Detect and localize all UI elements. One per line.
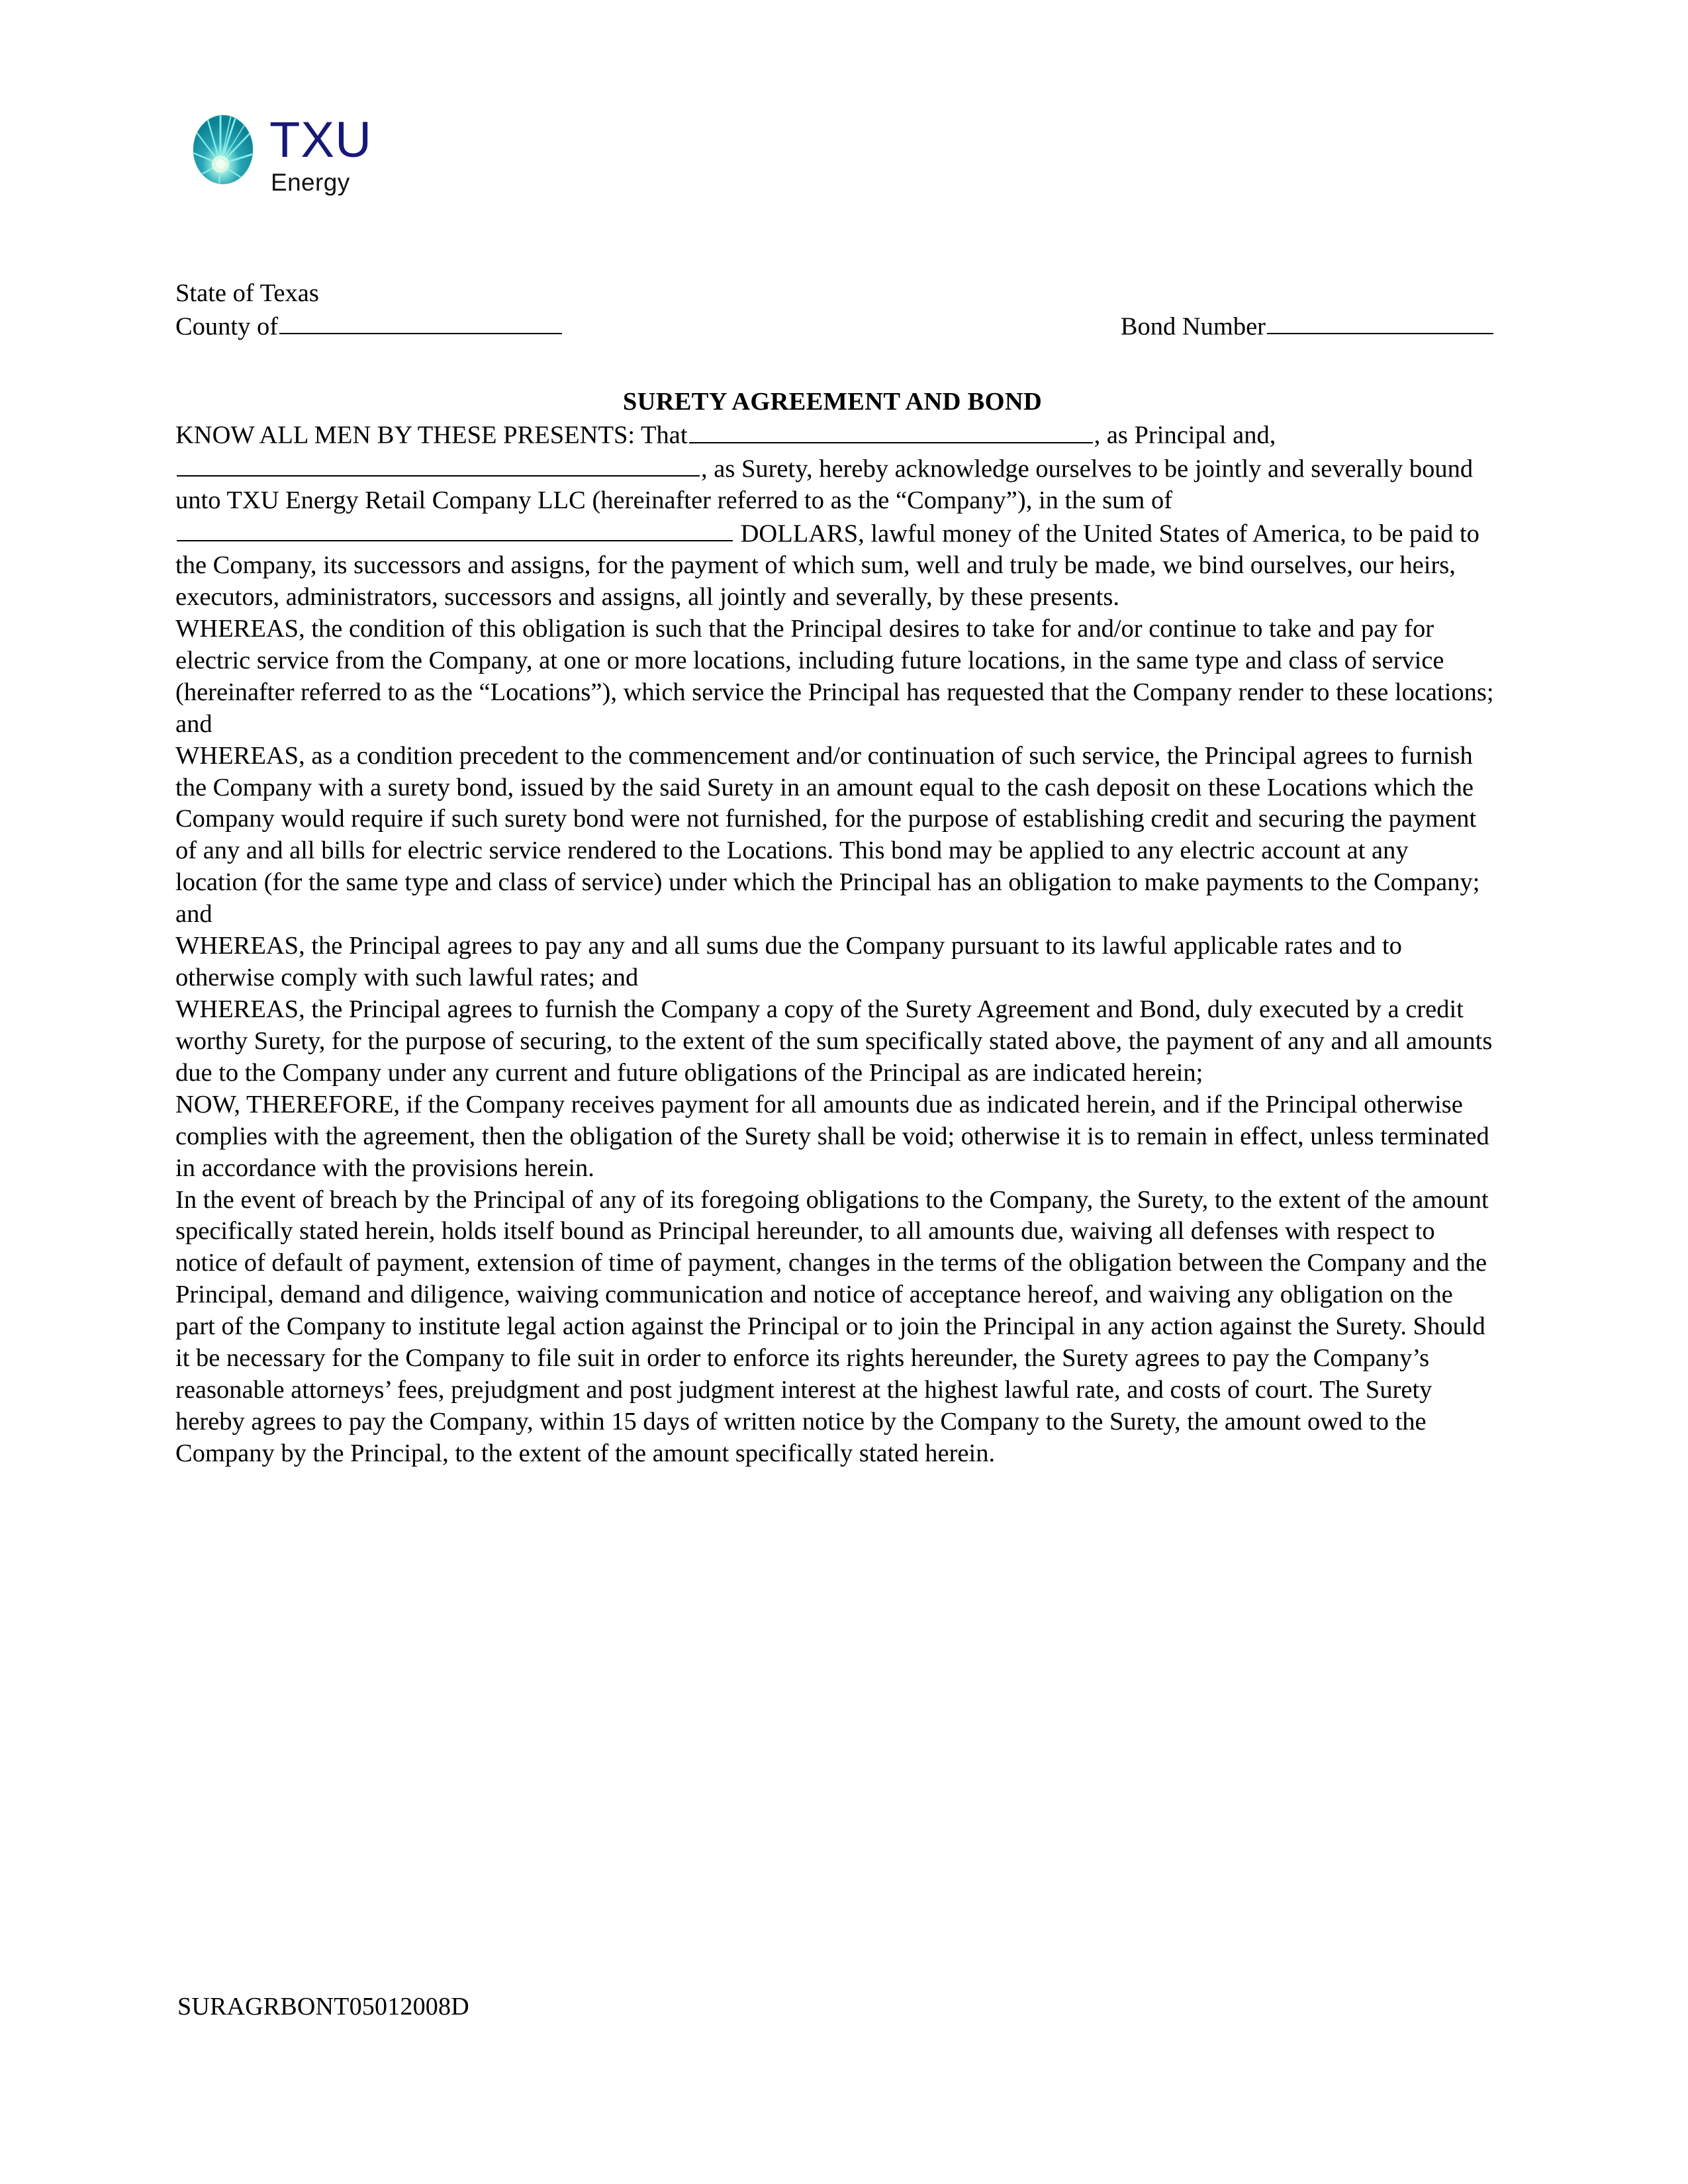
paragraph-breach-remedies: In the event of breach by the Principal of any of its foregoing obligations to the Company, the Surety, to the extent of the amount specifically stated herein, holds itself bound as Principal hereunder, to all amounts due, waiving all defenses with respect to notice of default of payment, extension of time of payment, changes in the terms of the obligation between the Company and the Principal, demand and diligence, waiving communication and notice of acceptance hereof, and waiving any obligation on the part of the Company to institute legal action against the Principal or to join the Principal in any action against the Surety. Should it be necessary for the Company to file suit in order to enforce its rights hereunder, the Surety agrees to pay the Company’s reasonable attorneys’ fees, prejudgment and post judgment interest at the highest lawful rate, and costs of court. The Surety hereby agrees to pay the Company, within 15 days of written notice by the Company to the Surety, the amount owed to the Company by the Principal, to the extent of the amount specifically stated herein. xyxy=(175,1185,1489,1467)
logo-brand-text: TXU xyxy=(269,112,372,168)
paragraph-whereas-4: WHEREAS, the Principal agrees to furnish the Company a copy of the Surety Agreement and Bond, duly executed by a credit worthy Surety, for the purpose of securing, to the extent of the sum specifically stated above, the payment of any and all amounts due to the Company under any current and future obligations of the Principal as are indicated herein; xyxy=(175,995,1493,1087)
txu-energy-logo xyxy=(187,111,372,195)
bond-number-input-blank[interactable] xyxy=(1267,310,1493,334)
document-code-footer: SURAGRBONT05012008D xyxy=(177,1993,469,2021)
surety-name-blank[interactable] xyxy=(177,452,700,477)
bond-number-field xyxy=(1121,310,1495,343)
page-title: SURETY AGREEMENT AND BOND xyxy=(622,388,1043,416)
paragraph-know-all-men xyxy=(175,418,1496,614)
paragraph-whereas-1: WHEREAS, the condition of this obligation is such that the Principal desires to take for and/or continue to take and pay for electric service from the Company, at one or more locations, including future locations, in the same type and class of service (hereinafter referred to as the “Locations”), which service the Principal has requested that the Company render to these locations; and xyxy=(175,614,1494,738)
document-body xyxy=(175,278,1496,1470)
state-line xyxy=(175,278,1496,310)
logo-wordmark xyxy=(269,111,372,195)
paragraph-whereas-3: WHEREAS, the Principal agrees to pay any and all sums due the Company pursuant to its lawful applicable rates and to otherwise comply with such lawful rates; and xyxy=(175,932,1402,992)
paragraph-now-therefore: NOW, THEREFORE, if the Company receives payment for all amounts due as indicated herein, and if the Principal otherwise complies with the agreement, then the obligation of the Surety shall be void; otherwise it is to remain in effect, unless terminated in accordance with the provisions herein. xyxy=(175,1090,1489,1182)
county-bond-row xyxy=(175,310,1496,343)
logo-subbrand-text: Energy xyxy=(271,169,350,196)
state-label: State of Texas xyxy=(175,279,319,307)
txu-sphere-logo-icon xyxy=(187,113,259,187)
presents-principal-suffix: , as Principal and, xyxy=(1094,421,1276,449)
presents-intro-text: KNOW ALL MEN BY THESE PRESENTS: That xyxy=(175,421,688,449)
county-field xyxy=(175,310,563,343)
paragraph-whereas-2: WHEREAS, as a condition precedent to the commencement and/or continuation of such service, the Principal agrees to furnish the Company with a surety bond, issued by the said Surety in an amount equal to the cash deposit on these Locations which the Company would require if such surety bond were not furnished, for the purpose of establishing credit and securing the payment of any and all bills for electric service rendered to the Locations. This bond may be applied to any electric account at any location (for the same type and class of service) under which the Principal has an obligation to make payments to the Company; and xyxy=(175,741,1480,929)
county-label: County of xyxy=(175,312,279,341)
sum-amount-blank[interactable] xyxy=(177,517,733,541)
presents-dollars-text: DOLLARS, lawful money of the United States of America, to be paid to the Company, its successors and assigns, for the payment of which sum, well and truly be made, we bind ourselves, our heirs, executors, administrators, successors and assigns, all jointly and severally, by these presents. xyxy=(175,520,1479,611)
principal-name-blank[interactable] xyxy=(689,418,1093,443)
presents-surety-text: , as Surety, hereby acknowledge ourselves to be jointly and severally bound unto TXU Energy Retail Company LLC (hereinafter referred to as the “Company”), in the sum of xyxy=(175,454,1474,514)
county-input-blank[interactable] xyxy=(279,310,562,334)
bond-number-label: Bond Number xyxy=(1120,312,1266,341)
